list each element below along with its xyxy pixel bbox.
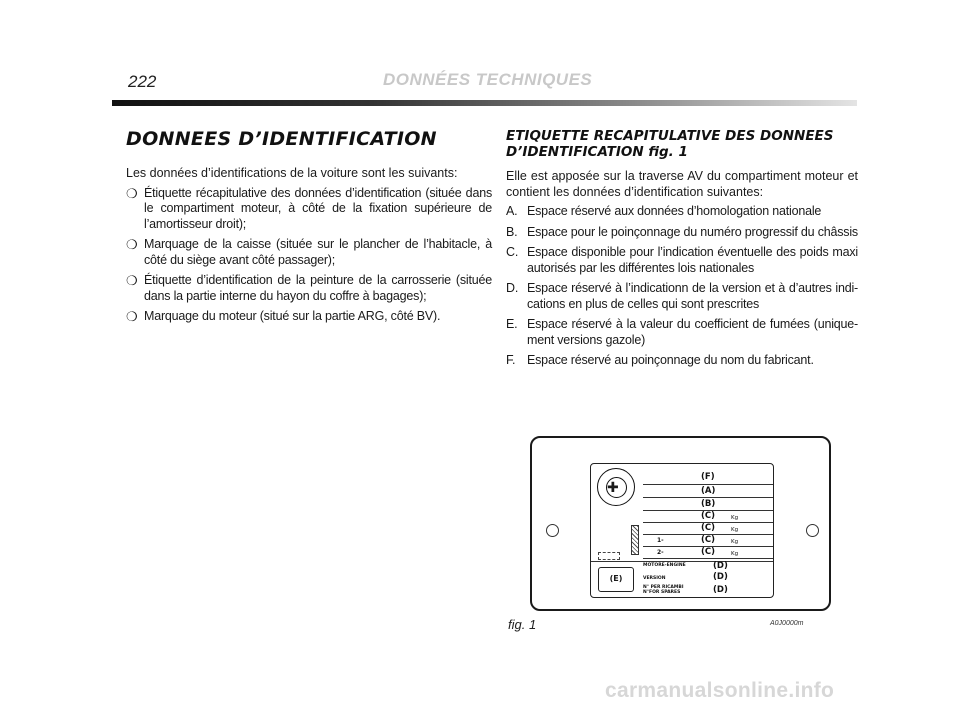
row-divider [591, 561, 773, 562]
label-code-d: (D) [713, 561, 728, 571]
bullet-icon: ❍ [126, 185, 138, 201]
running-title: DONNÉES TECHNIQUES [383, 70, 593, 89]
motore-label: MOTORE-ENGINE [643, 563, 686, 568]
unit-kg: Kg [731, 551, 739, 557]
section-heading: DONNEES D’IDENTIFICATION [126, 128, 437, 150]
label-code-a: (A) [701, 486, 716, 496]
list-item: B. Espace pour le poinçonnage du numéro progressif du châssis [506, 224, 858, 239]
list-item: C. Espace disponible pour l’indication éventuelle des poids maxi autorisés par les différentes lois nationales [506, 245, 858, 275]
smoke-coefficient-box [598, 567, 634, 592]
subsection-heading: ETIQUETTE RECAPITULATIVE DES DONNEES D’IDENTIFICATION fig. 1 [506, 128, 834, 160]
label-areas-list [506, 204, 858, 369]
list-item: ❍ Marquage du moteur (situé sur la partie ARG, côté BV). [126, 309, 441, 324]
right-column [506, 128, 858, 374]
label-code-c: (C) [701, 523, 716, 533]
list-item: F. Espace réservé au poinçonnage du nom du fabricant. [506, 353, 814, 367]
alfa-romeo-logo [597, 468, 635, 506]
spares-label: N° PER RICAMBI [643, 585, 684, 590]
list-item: ❍ Étiquette d’identification de la peinture de la carrosserie (située dans la partie interne du hayon du coffre à bagages); [126, 273, 492, 303]
figure-caption: fig. 1 [508, 617, 537, 632]
list-item: ❍ Marquage de la caisse (située sur le plancher de l’habitacle, à côté du siège avant côté passager); [126, 237, 492, 267]
label-code-f: (F) [701, 472, 715, 482]
intro-paragraph: Les données d’identifications de la voiture sont les suivants: [126, 166, 458, 180]
unit-kg: Kg [731, 515, 739, 521]
row-divider [643, 497, 773, 498]
header-rule [112, 100, 857, 106]
hatched-area [631, 525, 639, 555]
bullet-icon: ❍ [126, 237, 138, 252]
page-number: 222 [128, 72, 157, 91]
intro-paragraph: Elle est apposée sur la traverse AV du compartiment moteur et contient les données d’identification suivantes: [506, 169, 858, 199]
dashed-area [598, 552, 620, 560]
row-divider [643, 558, 773, 559]
list-item: ❍ Étiquette récapitulative des données d’identification (située dans le compartiment moteur, à côté de la fixation supérieure de l’amortisseur droit); [126, 185, 492, 231]
identification-label-figure [530, 436, 831, 611]
label-code-e: (E) [609, 574, 623, 583]
mounting-hole-right [806, 524, 819, 537]
list-item: D. Espace réservé à l’indicationn de la version et à d’autres indi-cations en plus de celles qui sont prescrites [506, 281, 858, 311]
label-code-d: (D) [713, 585, 728, 595]
watermark: carmanualsonline.info [605, 679, 835, 702]
row-prefix: 1- [657, 537, 664, 544]
spares-label: N°FOR SPARES [643, 590, 681, 595]
label-code-b: (B) [701, 499, 716, 509]
label-card [590, 463, 774, 598]
label-code-c: (C) [701, 511, 716, 521]
list-item: A. Espace réservé aux données d’homologation nationale [506, 204, 822, 218]
left-column [126, 128, 492, 330]
unit-kg: Kg [731, 539, 739, 545]
bullet-icon: ❍ [126, 273, 138, 288]
label-code-d: (D) [713, 572, 728, 582]
row-prefix: 2- [657, 549, 664, 556]
unit-kg: Kg [731, 527, 739, 533]
row-divider [643, 484, 773, 485]
list-item: E. Espace réservé à la valeur du coefficient de fumées (unique-ment versions gazole) [506, 317, 858, 347]
figure-code: A0J0000m [770, 620, 804, 627]
version-label: VERSION [643, 576, 666, 581]
label-code-c: (C) [701, 535, 716, 545]
bullet-icon: ❍ [126, 309, 138, 324]
mounting-hole-left [546, 524, 559, 537]
cross-icon: ✚ [607, 479, 619, 495]
identification-list [126, 186, 492, 325]
label-code-c: (C) [701, 547, 716, 557]
